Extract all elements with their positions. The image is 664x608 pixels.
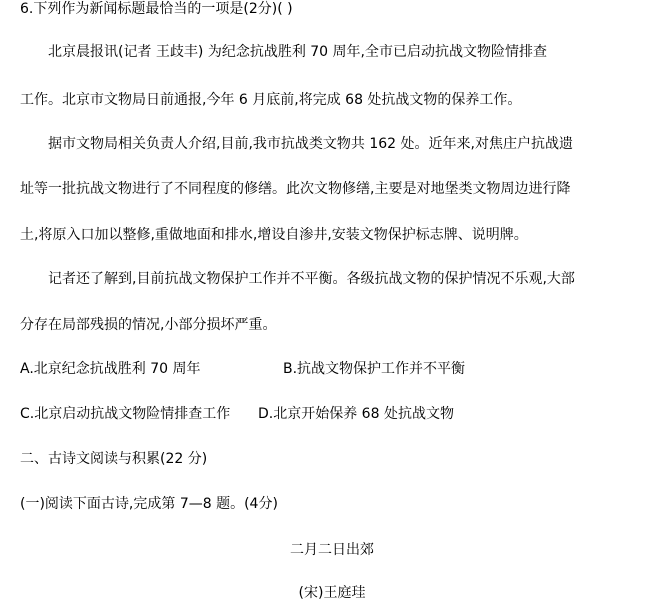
part-1-instruction: (一)阅读下面古诗,完成第 7—8 题。(4分) <box>20 496 278 512</box>
option-d: D.北京开始保养 68 处抗战文物 <box>258 406 454 422</box>
passage-line-6: 记者还了解到,目前抗战文物保护工作并不平衡。各级抗战文物的保护情况不乐观,大部 <box>48 271 575 287</box>
passage-line-7: 分存在局部残损的情况,小部分损坏严重。 <box>20 317 277 333</box>
poem-title: 二月二日出郊 <box>290 542 374 558</box>
option-b: B.抗战文物保护工作并不平衡 <box>283 361 466 377</box>
poem-author: (宋)王庭珪 <box>298 585 366 601</box>
question-stem: 6.下列作为新闻标题最恰当的一项是(2分)( ) <box>20 1 293 17</box>
section-heading: 二、古诗文阅读与积累(22 分) <box>20 451 208 467</box>
passage-line-3: 据市文物局相关负责人介绍,目前,我市抗战类文物共 162 处。近年来,对焦庄户抗战遗 <box>48 136 573 152</box>
option-c: C.北京启动抗战文物险情排查工作 <box>20 406 231 422</box>
passage-line-4: 址等一批抗战文物进行了不同程度的修缮。此次文物修缮,主要是对地堡类文物周边进行降 <box>20 181 571 197</box>
passage-line-5: 土,将原入口加以整修,重做地面和排水,增设自渗井,安装文物保护标志牌、说明牌。 <box>20 227 528 243</box>
passage-line-2: 工作。北京市文物局日前通报,今年 6 月底前,将完成 68 处抗战文物的保养工作。 <box>20 92 522 108</box>
passage-line-1: 北京晨报讯(记者 王歧丰) 为纪念抗战胜利 70 周年,全市已启动抗战文物险情排查 <box>48 44 547 60</box>
option-a: A.北京纪念抗战胜利 70 周年 <box>20 361 201 377</box>
